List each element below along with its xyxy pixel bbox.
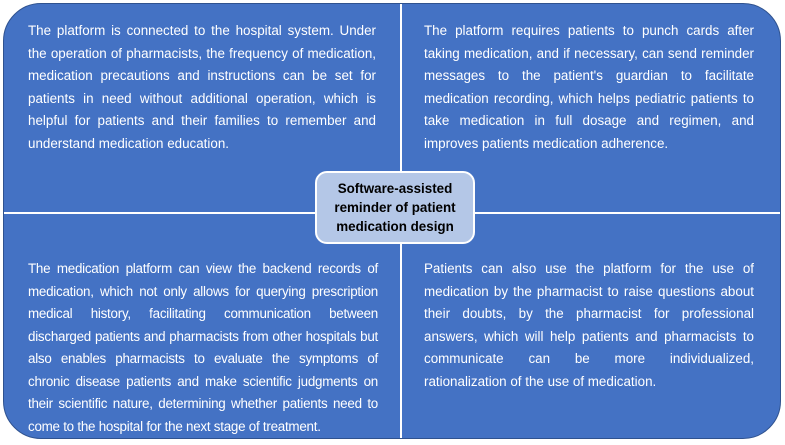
center-title: Software-assisted reminder of patient medication design xyxy=(334,181,456,234)
quadrant-bottom-right-text: Patients can also use the platform for the use of medication by the pharmacist to raise questions about their doubts, by the pharmacist for professional answers, which will help patients and pharmacists to communicate can be more individualized, rationalization of the use of medication. xyxy=(424,261,754,389)
quadrant-top-right-text: The platform requires patients to punch cards after taking medication, and if necessary, can send reminder messages to the patient's guardian to facilitate medication recording, which helps pediatric patients to take medication in full dosage and regimen, and improves patients medication adherence. xyxy=(424,23,754,151)
quadrant-top-left-text: The platform is connected to the hospital system. Under the operation of pharmacists, the frequency of medication, medication precautions and instructions can be set for patients in need without additional operation, which is helpful for patients and their families to remember and understand medication education. xyxy=(28,23,376,151)
center-title-box xyxy=(315,171,475,244)
quadrant-bottom-left-text: The medication platform can view the backend records of medication, which not only allows for querying prescription medical history, facilitating communication between discharged patients and pharmacists from other hospitals but also enables pharmacists to evaluate the symptoms of chronic disease patients and make scientific judgments on their scientific nature, determining whether patients need to come to the hospital for the next stage of treatment. xyxy=(28,261,378,434)
